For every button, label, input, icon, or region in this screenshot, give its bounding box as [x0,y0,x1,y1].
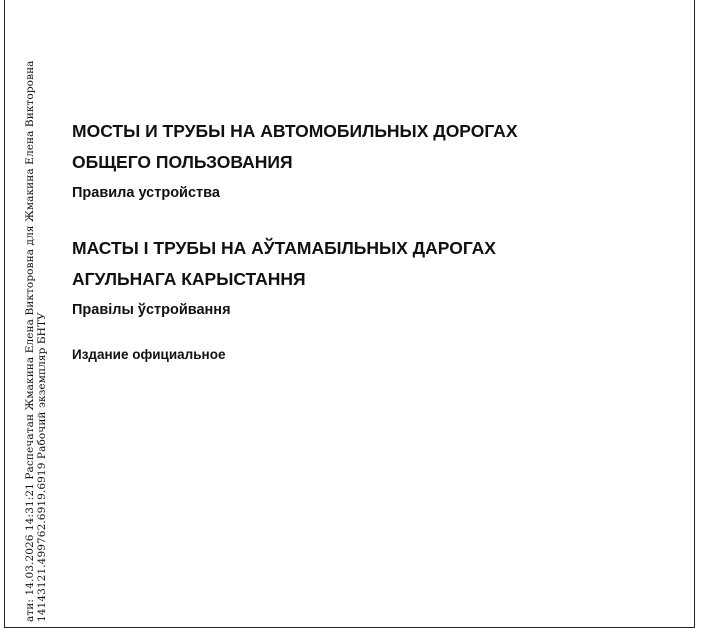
stamp-line-print-info: ати: 14.03.2026 14:31:21 Распечатан Жмакина Елена Викторовна для Жмакина Елена Викторовна [24,60,36,622]
belarusian-title-line-1: МАСТЫ І ТРУБЫ НА АЎТАМАБІЛЬНЫХ ДАРОГАХ [72,238,496,258]
stamp-line-copy-info: 14143121.49976​2.6919.6919 Рабочий экземпляр БНТУ [36,312,48,622]
edition-note: Издание официальное [72,347,226,362]
side-watermark-stamp [0,0,46,620]
belarusian-subtitle: Правілы ўстройвання [72,302,231,318]
russian-title-line-2: ОБЩЕГО ПОЛЬЗОВАНИЯ [72,152,293,172]
belarusian-title-block [72,233,672,321]
belarusian-title-line-2: АГУЛЬНАГА КАРЫСТАННЯ [72,269,306,289]
russian-title-line-1: МОСТЫ И ТРУБЫ НА АВТОМОБИЛЬНЫХ ДОРОГАХ [72,121,518,141]
title-block [72,116,672,362]
russian-subtitle: Правила устройства [72,185,220,201]
russian-title-block [72,116,672,204]
